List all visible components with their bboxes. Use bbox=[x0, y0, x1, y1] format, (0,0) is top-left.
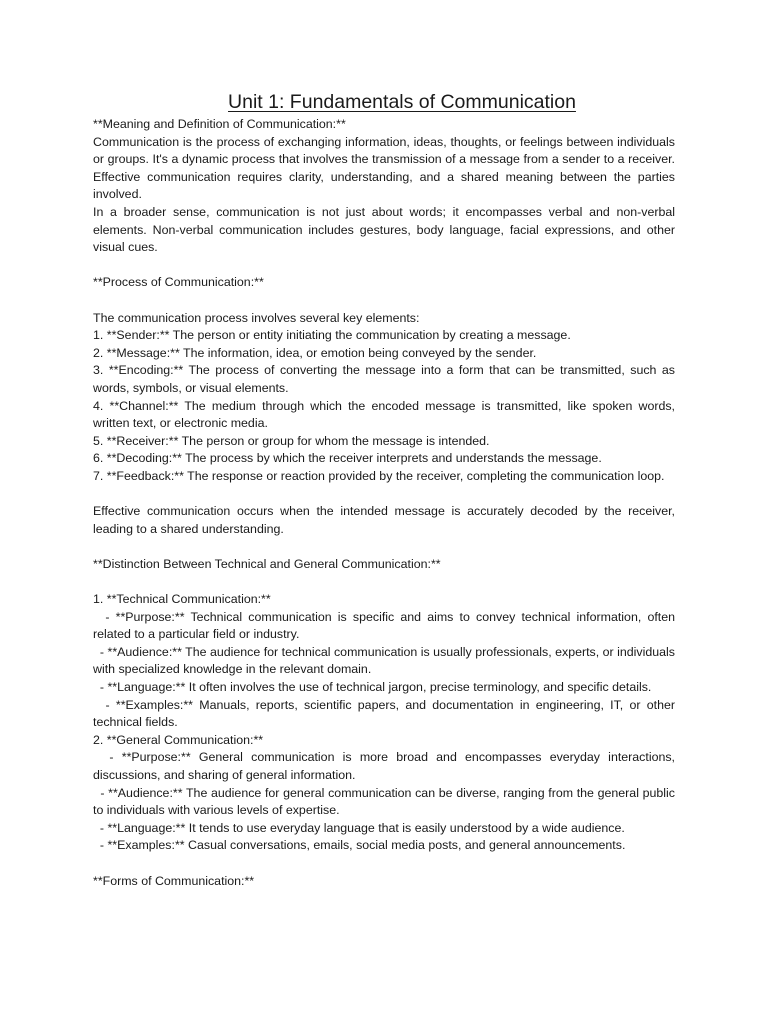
general-examples: - **Examples:** Casual conversations, emails, social media posts, and general announcements. bbox=[93, 838, 626, 853]
distinction-heading: **Distinction Between Technical and General Communication:** bbox=[93, 556, 441, 571]
spacer bbox=[93, 573, 675, 591]
process-heading: **Process of Communication:** bbox=[93, 275, 264, 290]
document-title: Unit 1: Fundamentals of Communication bbox=[228, 91, 576, 113]
general-language: - **Language:** It tends to use everyday language that is easily understood by a wide audience. bbox=[93, 820, 625, 835]
process-item-message: 2. **Message:** The information, idea, or emotion being conveyed by the sender. bbox=[93, 345, 537, 360]
spacer bbox=[93, 257, 675, 275]
process-item-channel: 4. **Channel:** The medium through which the encoded message is transmitted, like spoken words, written text, or electronic media. bbox=[93, 398, 679, 431]
technical-language: - **Language:** It often involves the use of technical jargon, precise terminology, and specific details. bbox=[93, 680, 652, 694]
spacer bbox=[93, 855, 675, 873]
general-purpose: - **Purpose:** General communication is more broad and encompasses everyday interactions, discussions, and sharing of general information. bbox=[93, 750, 679, 782]
meaning-paragraph-2: In a broader sense, communication is not just about words; it encompasses verbal and non-verbal elements. Non-verbal communication includes gestures, body language, facial expressions, and other visual cues. bbox=[93, 204, 679, 255]
technical-heading: 1. **Technical Communication:** bbox=[93, 592, 271, 607]
technical-audience: - **Audience:** The audience for technical communication is usually professionals, experts, or individuals with specialized knowledge in the relevant domain. bbox=[93, 644, 679, 677]
meaning-paragraph-1: Communication is the process of exchanging information, ideas, thoughts, or feelings between individuals or groups. It's a dynamic process that involves the transmission of a message from a sender to a receiver. Effective communication requires clarity, understanding, and a shared meaning between the parties involved. bbox=[93, 134, 679, 202]
process-item-sender: 1. **Sender:** The person or entity initiating the communication by creating a message. bbox=[93, 328, 571, 343]
process-item-feedback: 7. **Feedback:** The response or reaction provided by the receiver, completing the communication loop. bbox=[93, 468, 665, 483]
process-item-encoding: 3. **Encoding:** The process of converting the message into a form that can be transmitted, such as words, symbols, or visual elements. bbox=[93, 363, 679, 395]
general-audience: - **Audience:** The audience for general communication can be diverse, ranging from the general public to individuals with various levels of expertise. bbox=[93, 785, 679, 818]
process-intro: The communication process involves several key elements: bbox=[93, 310, 420, 325]
spacer bbox=[93, 538, 675, 556]
forms-heading: **Forms of Communication:** bbox=[93, 873, 255, 888]
meaning-heading: **Meaning and Definition of Communication:** bbox=[93, 117, 346, 131]
spacer bbox=[93, 485, 675, 503]
general-heading: 2. **General Communication:** bbox=[93, 732, 264, 747]
technical-purpose: - **Purpose:** Technical communication is specific and aims to convey technical information, often related to a particular field or industry. bbox=[93, 609, 679, 642]
effective-paragraph: Effective communication occurs when the intended message is accurately decoded by the receiver, leading to a shared understanding. bbox=[93, 504, 679, 536]
spacer bbox=[93, 292, 675, 310]
process-item-receiver: 5. **Receiver:** The person or group for whom the message is intended. bbox=[93, 433, 490, 448]
technical-examples: - **Examples:** Manuals, reports, scientific papers, and documentation in engineering, IT, or other technical fields. bbox=[93, 697, 679, 730]
process-item-decoding: 6. **Decoding:** The process by which the receiver interprets and understands the message. bbox=[93, 451, 602, 466]
